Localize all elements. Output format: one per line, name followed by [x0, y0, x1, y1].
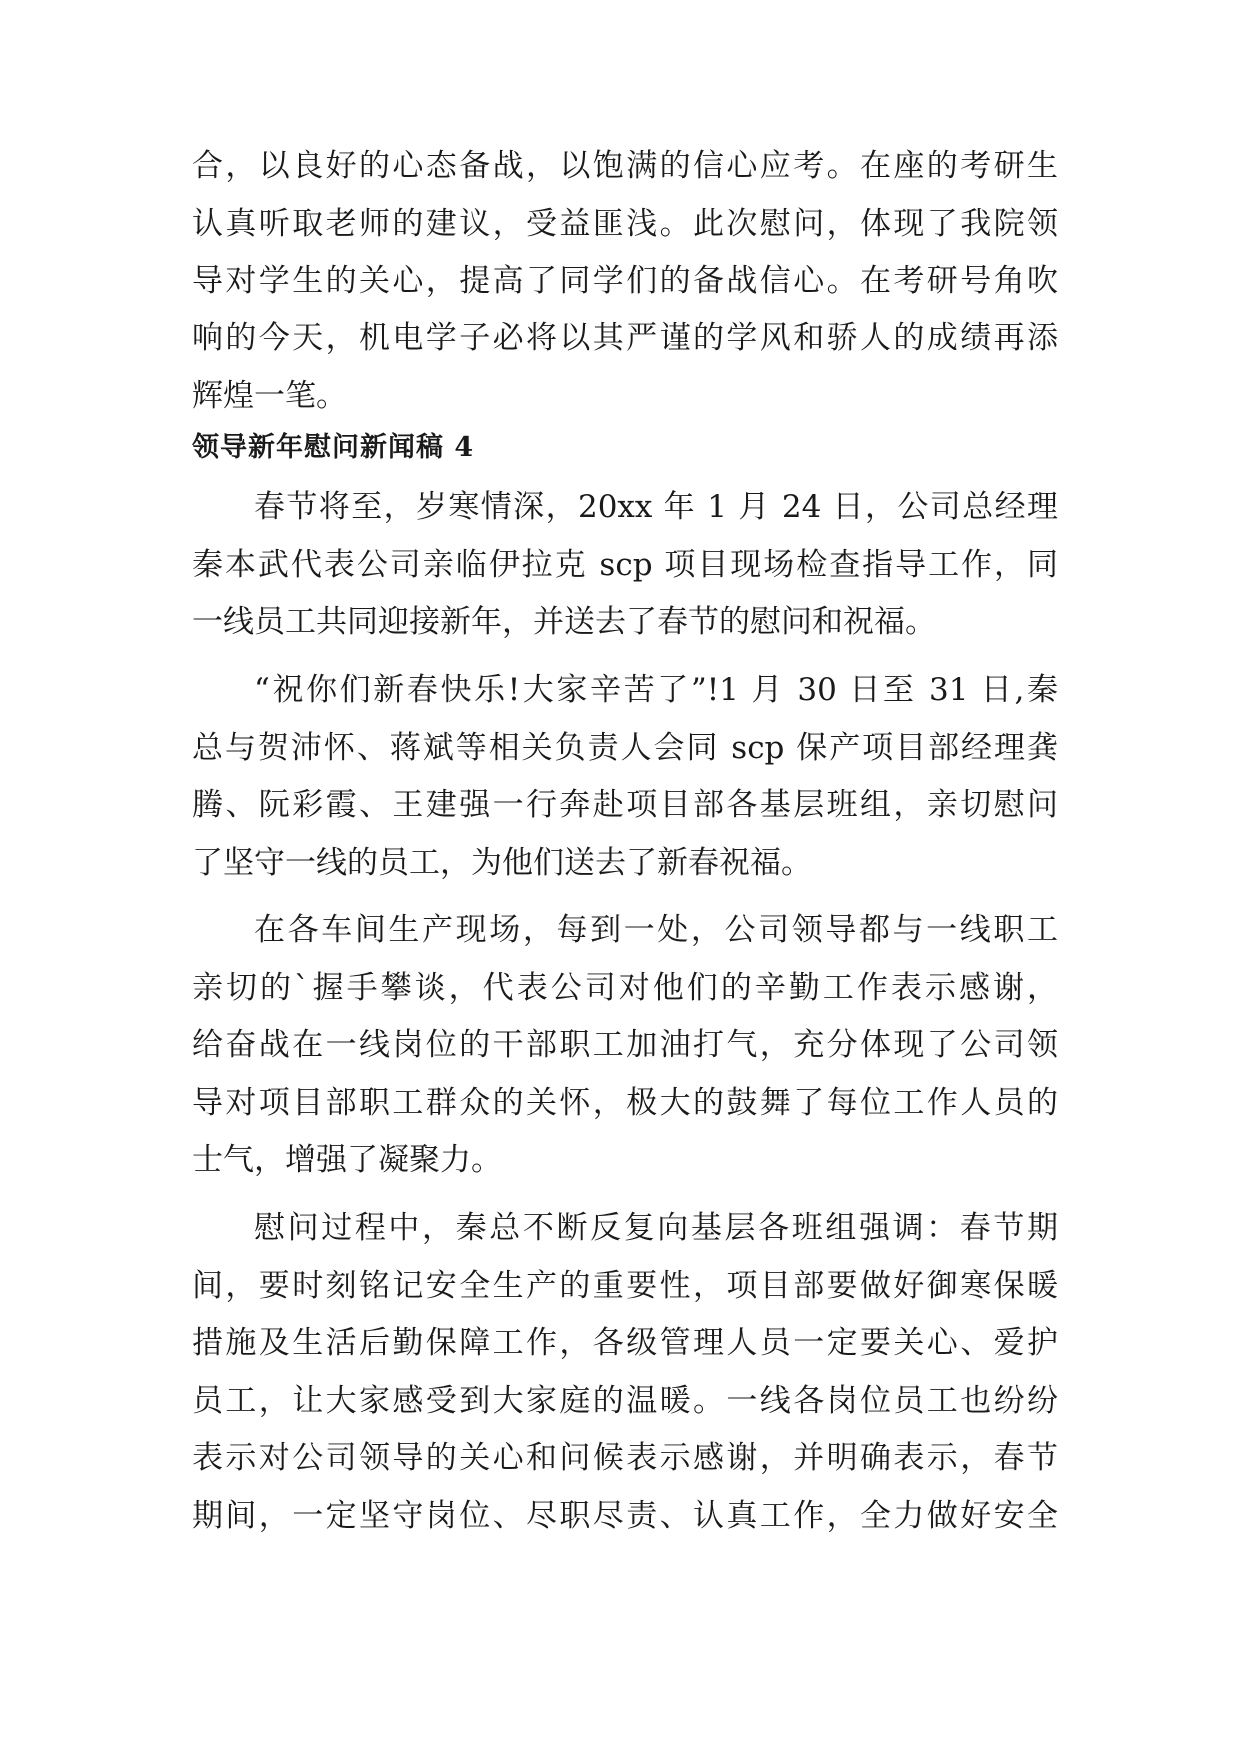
paragraph-line: 措施及生活后勤保障工作，各级管理人员一定要关心、爱护 — [192, 1325, 1058, 1361]
paragraph-line: 慰问过程中，秦总不断反复向基层各班组强调：春节期 — [254, 1210, 1058, 1246]
paragraph-line: 亲切的`握手攀谈，代表公司对他们的辛勤工作表示感谢， — [192, 970, 1058, 1006]
paragraph-line: 导对项目部职工群众的关怀，极大的鼓舞了每位工作人员的 — [192, 1085, 1058, 1121]
paragraph-line: 腾、阮彩霞、王建强一行奔赴项目部各基层班组，亲切慰问 — [192, 787, 1058, 823]
paragraph-line: “祝你们新春快乐!大家辛苦了”!1 月 30 日至 31 日,秦 — [254, 672, 1058, 708]
paragraph-line: 间，要时刻铭记安全生产的重要性，项目部要做好御寒保暖 — [192, 1268, 1058, 1304]
paragraph-line: 春节将至，岁寒情深，20xx 年 1 月 24 日，公司总经理 — [254, 489, 1058, 525]
paragraph-line: 在各车间生产现场，每到一处，公司领导都与一线职工 — [254, 912, 1058, 948]
paragraph-line: 表示对公司领导的关心和问候表示感谢，并明确表示，春节 — [192, 1440, 1058, 1476]
paragraph-line: 总与贺沛怀、蒋斌等相关负责人会同 scp 保产项目部经理龚 — [192, 730, 1058, 766]
intro-line: 认真听取老师的建议，受益匪浅。此次慰问，体现了我院领 — [192, 206, 1058, 242]
intro-line: 导对学生的关心，提高了同学们的备战信心。在考研号角吹 — [192, 263, 1058, 299]
section-title: 领导新年慰问新闻稿 4 — [192, 432, 475, 463]
intro-line: 合，以良好的心态备战，以饱满的信心应考。在座的考研生 — [192, 148, 1058, 184]
paragraph-line: 期间，一定坚守岗位、尽职尽责、认真工作，全力做好安全 — [192, 1498, 1058, 1534]
paragraph-line: 一线员工共同迎接新年，并送去了春节的慰问和祝福。 — [192, 604, 936, 640]
paragraph-line: 了坚守一线的员工，为他们送去了新春祝福。 — [192, 845, 812, 881]
intro-line: 响的今天，机电学子必将以其严谨的学风和骄人的成绩再添 — [192, 320, 1058, 356]
paragraph-line: 秦本武代表公司亲临伊拉克 scp 项目现场检查指导工作，同 — [192, 547, 1058, 583]
paragraph-line: 士气，增强了凝聚力。 — [192, 1142, 502, 1178]
paragraph-line: 员工，让大家感受到大家庭的温暖。一线各岗位员工也纷纷 — [192, 1383, 1058, 1419]
paragraph-line: 给奋战在一线岗位的干部职工加油打气，充分体现了公司领 — [192, 1027, 1058, 1063]
intro-line: 辉煌一笔。 — [192, 378, 347, 414]
